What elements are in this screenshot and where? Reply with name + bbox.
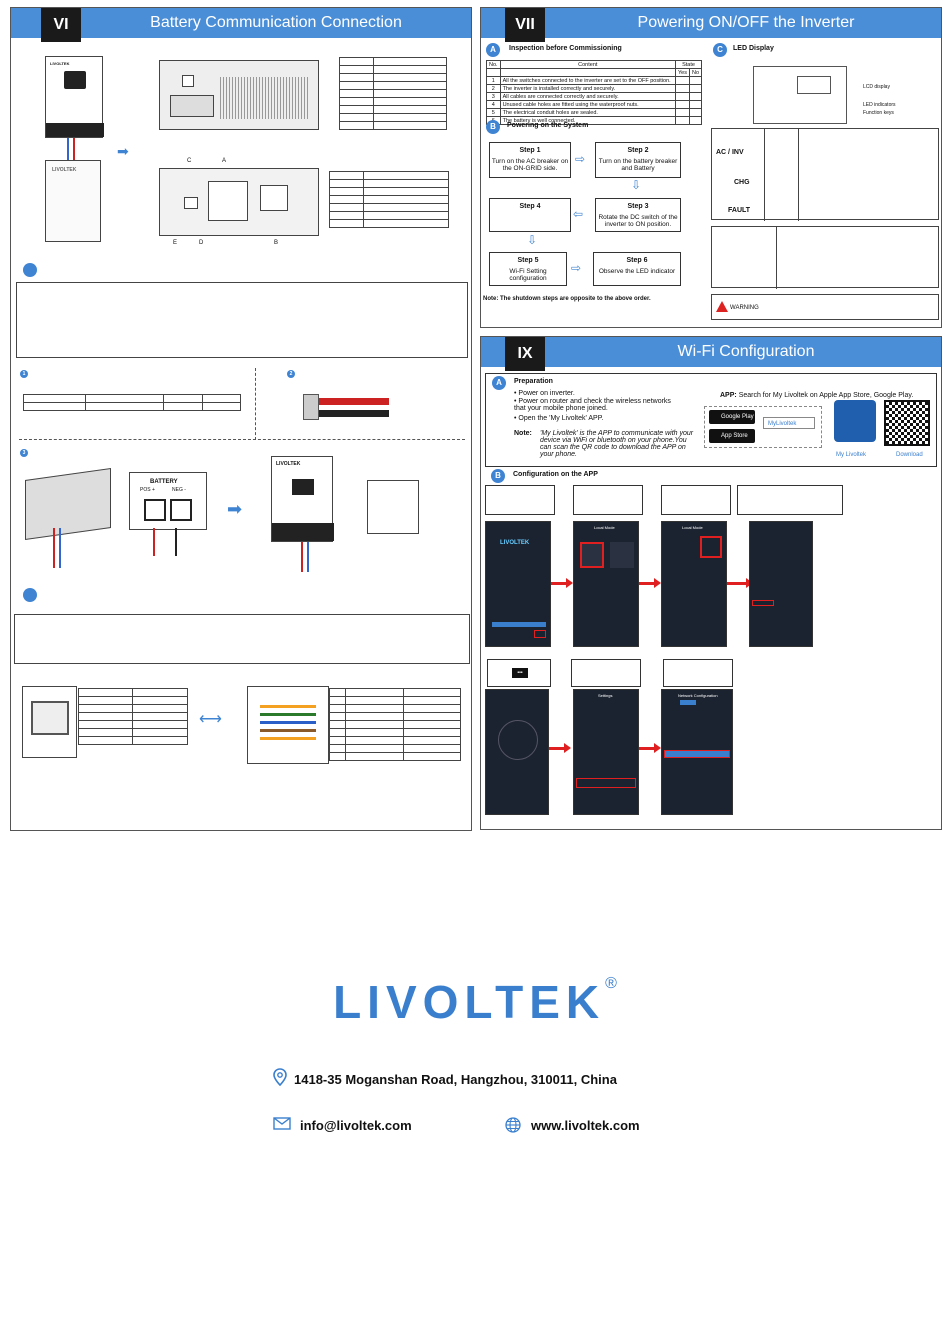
terminal-pos: [144, 499, 166, 521]
prep-item-3: • Open the 'My Livoltek' APP.: [514, 415, 604, 422]
double-arrow: ⟷: [199, 711, 222, 728]
powering-title: Powering on the System: [507, 122, 589, 129]
google-play-badge[interactable]: Google Play: [709, 410, 755, 424]
rj45-socket-inner: [31, 701, 69, 735]
rj45-plug: [247, 686, 329, 764]
caption-4: [737, 485, 843, 515]
marker-ix-b: B: [491, 469, 505, 483]
note-box-2: [14, 614, 470, 664]
email-icon: [273, 1117, 291, 1130]
battery-illustration: [45, 160, 101, 242]
step-2-text: Turn on the battery breaker and Battery: [598, 158, 678, 172]
sub-marker-3: 3: [20, 449, 28, 457]
check-row: 4 Unused cable holes are fitted using the waterproof nuts.: [487, 101, 702, 109]
arrow-1-2: ⇨: [575, 152, 586, 166]
section-vii-number: VII: [505, 8, 545, 42]
function-keys-label: Function keys: [863, 110, 894, 116]
iso-cable-red: [53, 528, 55, 568]
section-vi-number: VI: [41, 8, 81, 42]
app-screen-device-select[interactable]: [661, 521, 727, 647]
battery-pos-label: POS +: [140, 487, 155, 493]
network-config-title: Network Configuration: [678, 693, 718, 698]
cable-end: [303, 394, 319, 420]
red-arrow-4: [549, 747, 565, 750]
label-b: B: [274, 240, 279, 246]
step-5-text: Wi-Fi Setting configuration: [509, 268, 547, 282]
qr-code[interactable]: [884, 400, 930, 446]
lcd-display-box: [797, 76, 831, 94]
dashed-divider-h: [19, 439, 465, 440]
led-table-col1: [764, 129, 765, 221]
terminal-neg: [170, 499, 192, 521]
app-screen-network-config[interactable]: [661, 689, 733, 815]
terminal-cable-red: [153, 528, 155, 556]
store-badges: [704, 406, 822, 448]
flow-arrow: ➡: [117, 143, 129, 159]
inverter-iso-view: [25, 468, 111, 540]
remark-table: [711, 226, 939, 288]
section-vii: [480, 7, 942, 328]
marker-b: B: [486, 120, 500, 134]
led-status-table: [711, 128, 939, 220]
wifi-tab[interactable]: [680, 700, 696, 705]
network-config-highlight[interactable]: [576, 778, 636, 788]
app-store-badge[interactable]: App Store: [709, 429, 755, 443]
inverter-bottom-view: [159, 60, 319, 130]
app-instruction: APP: Search for My Livoltek on Apple App Store, Google Play.: [720, 392, 914, 399]
more-icon: •••: [512, 668, 528, 678]
location-icon: [273, 1068, 287, 1086]
inverter-front-screen: [292, 479, 314, 495]
arrow-5-6: ⇨: [571, 261, 582, 275]
battery-ports-table: [329, 171, 449, 228]
step-3-text: Rotate the DC switch of the inverter to ON position.: [598, 214, 678, 228]
app-screen-login[interactable]: [485, 521, 551, 647]
device-list-highlight[interactable]: [752, 600, 774, 606]
comm-port-c: [184, 197, 198, 209]
dashboard-circle: [498, 720, 538, 760]
cable-illustration: [299, 390, 389, 424]
shutdown-note: Note: The shutdown steps are opposite to the above order.: [483, 296, 651, 302]
led-indicators-label: LED indicators: [863, 102, 896, 108]
led-row-fault: FAULT: [728, 207, 751, 214]
email-link[interactable]: info@livoltek.com: [300, 1118, 412, 1133]
app-icon[interactable]: [834, 400, 876, 442]
label-a: A: [222, 158, 227, 164]
col-content: Content: [500, 61, 675, 69]
led-panel-outline: [753, 66, 847, 124]
terminal-a: [208, 181, 248, 221]
preparation-box: [485, 373, 937, 467]
iso-cable-blue: [59, 528, 61, 568]
local-mode-title: Local Mode: [594, 525, 615, 530]
caption-3: [661, 485, 731, 515]
rj45-port: [182, 75, 194, 87]
col-yes: Yes: [675, 69, 689, 77]
section-vii-header: [481, 8, 941, 38]
cable-red: [317, 398, 389, 405]
step-1: [489, 142, 571, 178]
plug-wire-3: [260, 721, 316, 724]
battery-front-view: [159, 168, 319, 236]
inspection-title: Inspection before Commissioning: [509, 45, 622, 52]
inverter-front-brand: LIVOLTEK: [276, 461, 301, 467]
check-row: The battery is well connected.: [487, 117, 702, 125]
step-6-text: Observe the LED indicator: [598, 268, 676, 275]
cable-gland-detail: [367, 480, 419, 534]
col-no: No.: [487, 61, 501, 69]
battery-terminals: [129, 472, 207, 530]
led-display-title: LED Display: [733, 45, 774, 52]
note-label: Note:: [514, 430, 532, 437]
remark-col: [776, 227, 777, 289]
sub-marker-1: 1: [20, 370, 28, 378]
address-text: 1418-35 Moganshan Road, Hangzhou, 310011, China: [294, 1072, 617, 1087]
bottom-ports-table: [339, 57, 447, 130]
app-screen-local-mode[interactable]: [573, 521, 639, 647]
step-4: [489, 198, 571, 232]
connected-cable-blue: [307, 542, 309, 572]
note-marker-2: [23, 588, 37, 602]
warning-box: [711, 294, 939, 320]
col-state: State: [675, 61, 701, 69]
section-vi-title: Battery Communication Connection: [150, 14, 402, 31]
inverter-illustration: [45, 56, 103, 138]
app-screen-bluetooth-list[interactable]: [749, 521, 813, 647]
inverter-brand: LIVOLTEK: [50, 61, 70, 66]
section-ix-header: [481, 337, 941, 367]
section-ix-number: IX: [505, 337, 545, 371]
note-text: 'My Livoltek' is the APP to communicate with your device via WiFi or bluetooth on your phone.You can scan the QR code to download the APP on your phone.: [540, 430, 694, 458]
red-arrow-5: [639, 747, 655, 750]
app-name-label: My Livoltek: [836, 452, 867, 458]
step-5: [489, 252, 567, 286]
arrow-2-3: ⇩: [631, 178, 642, 192]
warning-icon: [716, 301, 728, 312]
red-arrow-2: [639, 582, 655, 585]
breaker-b: [260, 185, 288, 211]
battery-neg-label: NEG -: [172, 487, 186, 493]
logo-text: LIVOLTEK: [333, 976, 606, 1028]
led-diagram: [713, 60, 935, 126]
battery-brand: LIVOLTEK: [52, 167, 77, 173]
led-table-col2: [798, 129, 799, 221]
wifi-option[interactable]: [610, 542, 634, 568]
caption-6: [571, 659, 641, 687]
col-no2: No: [689, 69, 701, 77]
step-1-title: Step 1: [519, 147, 541, 154]
app-screen-dashboard[interactable]: [485, 689, 549, 815]
marker-c: C: [713, 43, 727, 57]
website-link[interactable]: www.livoltek.com: [531, 1118, 640, 1133]
vent-area: [220, 77, 310, 119]
flow-arrow-2: ➡: [227, 499, 243, 519]
arrow-3-4: ⇦: [573, 207, 584, 221]
plug-wire-5: [260, 737, 316, 740]
login-brand: LIVOLTEK: [500, 540, 530, 546]
check-row: 2 The inverter is installed correctly and securely.: [487, 85, 702, 93]
step-6: [593, 252, 681, 286]
label-e: E: [173, 240, 178, 246]
step-6-title: Step 6: [626, 257, 648, 264]
terminal-cable-black: [175, 528, 177, 556]
bluetooth-option[interactable]: [580, 542, 604, 568]
label-d: D: [199, 240, 204, 246]
step-3: [595, 198, 681, 232]
confirm-button-highlight[interactable]: [664, 750, 730, 758]
led-row-ac-inv: AC / INV: [716, 149, 744, 156]
check-row: 3 All cables are connected correctly and securely.: [487, 93, 702, 101]
lcd-display-label: LCD display: [863, 84, 890, 90]
globe-icon: [505, 1117, 521, 1133]
caption-2: [573, 485, 643, 515]
download-label: Download: [896, 452, 923, 458]
caption-5: [487, 659, 551, 687]
sub-marker-2: 2: [287, 370, 295, 378]
caption-1: [485, 485, 555, 515]
marker-ix-a: A: [492, 376, 506, 390]
plug-wire-1: [260, 705, 316, 708]
plug-pin-table: [329, 688, 461, 761]
device-select-title: Local Mode: [682, 525, 703, 530]
inverter-front-connected: [271, 456, 333, 542]
note-box-1: [16, 282, 468, 358]
socket-pin-table: [78, 688, 188, 745]
battery-terminal-label: BATTERY: [150, 479, 178, 485]
warning-label: WARNING: [730, 305, 759, 311]
device-option-highlight[interactable]: [700, 536, 722, 558]
section-vi: [10, 7, 472, 831]
label-c: C: [187, 158, 192, 164]
step-2-title: Step 2: [627, 147, 649, 154]
caption-7: [663, 659, 733, 687]
settings-title: Settings: [598, 693, 613, 698]
inspection-table: [486, 60, 702, 125]
step-5-title: Step 5: [517, 257, 539, 264]
section-ix: [480, 336, 942, 830]
led-row-chg: CHG: [734, 179, 750, 186]
preparation-title: Preparation: [514, 378, 553, 385]
section-vii-title: Powering ON/OFF the Inverter: [637, 14, 855, 31]
check-row: 1 All the switches connected to the inverter are set to the OFF position.: [487, 77, 702, 85]
step-3-title: Step 3: [627, 203, 649, 210]
section-ix-title: Wi-Fi Configuration: [677, 343, 815, 360]
config-title: Configuration on the APP: [513, 471, 598, 478]
plug-wire-2: [260, 713, 316, 716]
step-2: [595, 142, 681, 178]
step-1-text: Turn on the AC breaker on the ON-GRID side.: [491, 158, 569, 172]
red-arrow-3: [727, 582, 747, 585]
section-vi-header: [11, 8, 471, 38]
note-marker-1: [23, 263, 37, 277]
rj45-socket: [22, 686, 77, 758]
cable-black: [317, 410, 389, 417]
arrow-4-5: ⇩: [527, 233, 538, 247]
cable-spec-table: [23, 394, 241, 411]
inverter-base: [46, 123, 104, 137]
login-button[interactable]: [492, 622, 546, 627]
red-arrow-1: [551, 582, 567, 585]
plug-wire-4: [260, 729, 316, 732]
brand-logo: [0, 975, 950, 1029]
local-mode-highlight[interactable]: [534, 630, 546, 638]
check-row: 5 The electrical conduit holes are sealed.: [487, 109, 702, 117]
registered-mark: ®: [605, 975, 617, 992]
ports-area: [170, 95, 214, 117]
marker-a: A: [486, 43, 500, 57]
dashed-divider-v: [255, 368, 256, 440]
app-screen-settings[interactable]: [573, 689, 639, 815]
connected-cable-red: [301, 542, 303, 572]
app-search-field[interactable]: MyLivoltek: [763, 417, 815, 429]
prep-item-2: • Power on router and check the wireless networks that your mobile phone joined.: [514, 398, 671, 412]
prep-item-1: • Power on inverter.: [514, 390, 575, 397]
step-4-title: Step 4: [519, 203, 541, 210]
inverter-screen: [64, 71, 86, 89]
inverter-front-base: [272, 523, 334, 541]
